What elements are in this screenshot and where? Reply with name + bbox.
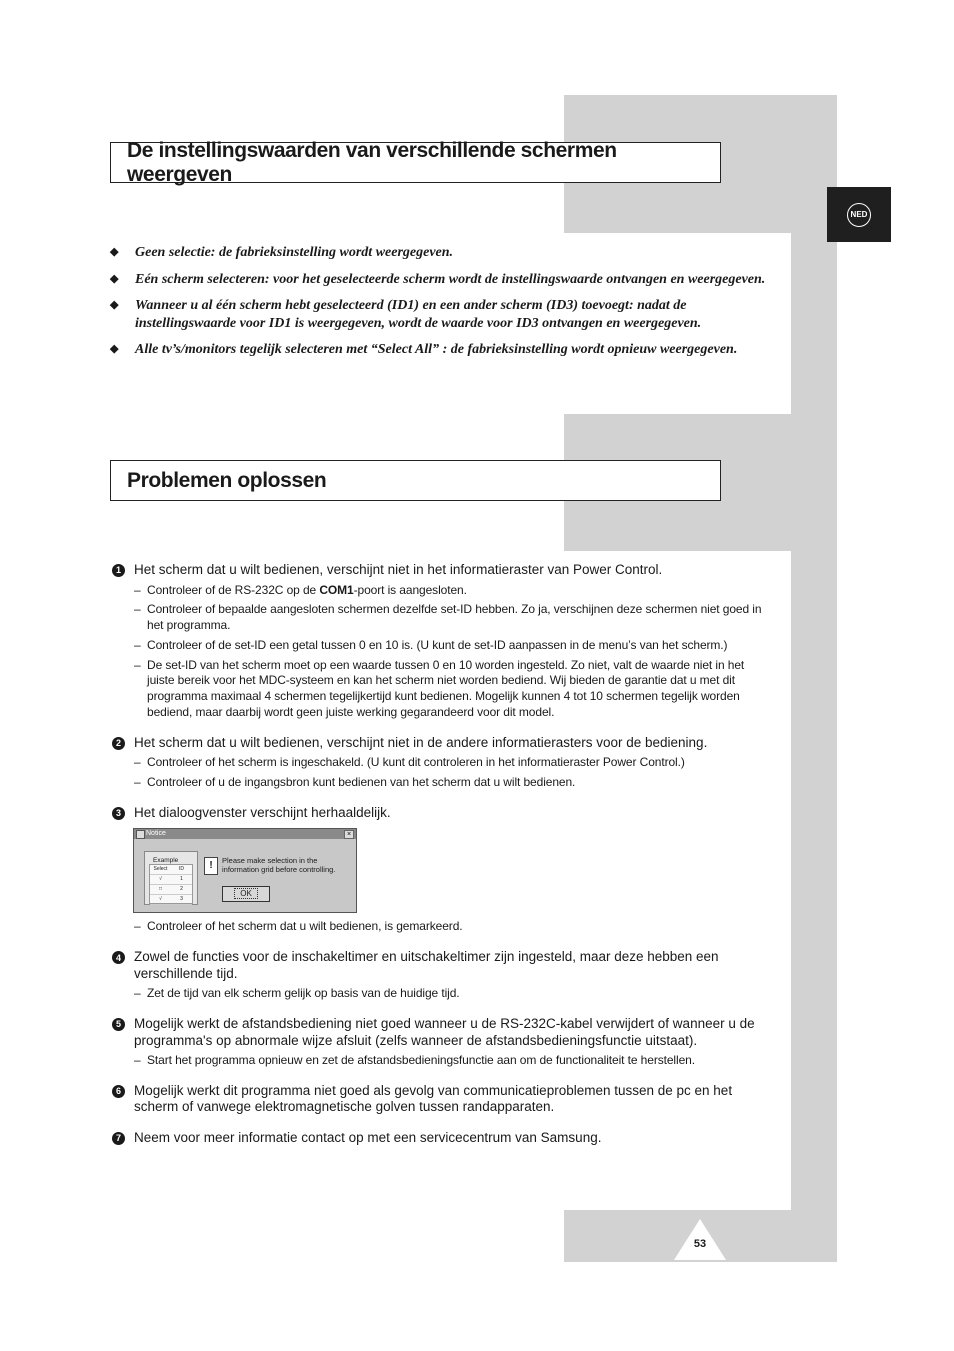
- problem-text: Het dialoogvenster verschijnt herhaaldelijk.: [134, 804, 391, 820]
- bullet-item: [110, 341, 770, 359]
- grid-row: [150, 885, 192, 895]
- solution-text: Controleer of u de ingangsbron kunt bedienen van het scherm dat u wilt bedienen.: [147, 775, 576, 790]
- grid-cell: √: [159, 896, 162, 903]
- solution-line: [134, 602, 770, 634]
- number-badge: 5: [112, 1018, 125, 1031]
- dialog-titlebar: [134, 829, 356, 839]
- section-title-troubleshooting: [110, 460, 721, 501]
- bullet-text: Alle tv’s/monitors tegelijk selecteren met “Select All” : de fabrieksinstelling wordt opnieuw weergegeven.: [135, 342, 738, 357]
- problem-item-5: [110, 1016, 770, 1069]
- language-label: NED: [847, 203, 871, 227]
- diamond-bullet-icon: ◆: [110, 343, 119, 355]
- window-icon: [136, 830, 145, 839]
- grid-cell: Select: [153, 866, 168, 873]
- diamond-bullet-icon: ◆: [110, 246, 119, 258]
- grid-cell: ID: [179, 866, 184, 873]
- solution-text: -poort is aangesloten.: [353, 582, 467, 597]
- problem-text: Het scherm dat u wilt bedienen, verschijnt niet in het informatieraster van Power Control.: [134, 562, 663, 577]
- number-badge: 4: [112, 951, 125, 964]
- number-badge: 7: [112, 1132, 125, 1145]
- bullet-item: [110, 297, 770, 332]
- solution-line: [134, 919, 770, 935]
- dialog-message: [222, 856, 335, 874]
- dash: –: [134, 919, 141, 934]
- solution-line: [134, 986, 770, 1002]
- bullet-text: Geen selectie: de fabrieksinstelling wordt weergegeven.: [135, 245, 454, 260]
- dialog-message-line: information grid before controlling.: [222, 865, 336, 875]
- close-icon[interactable]: ×: [344, 830, 354, 839]
- dash: –: [134, 775, 141, 790]
- solution-line: [134, 658, 770, 721]
- grid-row: [150, 895, 192, 905]
- problem-text: Mogelijk werkt dit programma niet goed als gevolg van communicatieproblemen tussen de pc en het scherm of vanwege elektromagnetische golven tussen randapparaten.: [134, 1082, 733, 1115]
- dash: –: [134, 657, 141, 672]
- grid-cell: 3: [180, 896, 183, 903]
- dash: –: [134, 986, 141, 1001]
- bullet-text: Wanneer u al één scherm hebt geselecteerd (ID1) en een ander scherm (ID3) toevoegt: nadat de instellingswaarde voor ID1 is weergegeven, wordt de waarde voor ID3 ontvangen en weergegeven.: [135, 298, 702, 331]
- section-title-settings-text: De instellingswaarden van verschillende schermen weergeven: [127, 138, 617, 186]
- problem-item-7: [110, 1130, 770, 1147]
- solution-text: Controleer of het scherm dat u wilt bedienen, is gemarkeerd.: [147, 919, 463, 934]
- solution-line: [134, 638, 770, 654]
- number-badge: 1: [112, 564, 125, 577]
- solution-text: Controleer of het scherm is ingeschakeld. (U kunt dit controleren in het informatieraster Power Control.): [147, 755, 685, 770]
- warning-icon: !: [204, 857, 218, 875]
- problem-item-3: [110, 805, 770, 935]
- page-number: 53: [693, 1238, 707, 1250]
- dash: –: [134, 1053, 141, 1068]
- solution-text: Controleer of de set-ID een getal tussen 0 en 10 is. (U kunt de set-ID aanpassen in de menu’s van het scherm.): [147, 637, 728, 652]
- dash: –: [134, 602, 141, 617]
- example-label: Example: [153, 857, 179, 865]
- bullet-item: [110, 271, 770, 289]
- troubleshooting-list: [110, 562, 770, 1152]
- com1-label: COM1: [319, 582, 354, 597]
- solution-text: De set-ID van het scherm moet op een waarde tussen 0 en 10 worden ingesteld. Zo niet, valt de waarde niet in het juiste bereik voor het MDC-systeem en kan het scherm niet worden bediend. Wij bieden de garantie dat u met dit programma maximaal 4 schermen tegelijkertijd kunt bedienen. Mogelijk kunnen 4 tot 10 schermen tegelijk worden bediend, maar daarbij wordt geen juiste werking gegarandeerd voor dit model.: [147, 657, 745, 720]
- solution-line: [134, 583, 770, 599]
- diamond-bullet-icon: ◆: [110, 299, 119, 311]
- bullet-text: Eén scherm selecteren: voor het geselecteerde scherm wordt de instellingswaarde ontvangen en weergegeven.: [135, 271, 766, 287]
- solution-text: Controleer of bepaalde aangesloten schermen dezelfde set-ID hebben. Zo ja, verschijnen deze schermen niet goed in het programma.: [147, 602, 762, 633]
- grid-cell: √: [159, 876, 162, 883]
- problem-text: Neem voor meer informatie contact op met een servicecentrum van Samsung.: [134, 1129, 602, 1145]
- solution-text: Zet de tijd van elk scherm gelijk op basis van de huidige tijd.: [147, 986, 460, 1001]
- grid-cell: 2: [180, 886, 183, 893]
- settings-bullet-list: [110, 244, 770, 368]
- problem-item-1: [110, 562, 770, 721]
- grid-cell: □: [158, 886, 163, 893]
- solution-text: Start het programma opnieuw en zet de afstandsbedieningsfunctie aan om de functionaliteit te herstellen.: [147, 1053, 695, 1068]
- grid-row: [150, 875, 192, 885]
- dash: –: [134, 637, 141, 652]
- number-badge: 2: [112, 737, 125, 750]
- bullet-item: [110, 244, 770, 262]
- diamond-bullet-icon: ◆: [110, 272, 119, 285]
- problem-text: Het scherm dat u wilt bedienen, verschijnt niet in de andere informatierasters voor de bediening.: [134, 734, 708, 750]
- grid-cell: 1: [180, 876, 183, 883]
- number-badge: 3: [112, 807, 125, 820]
- solution-line: [134, 775, 770, 791]
- problem-item-6: [110, 1083, 770, 1116]
- section-title-troubleshooting-text: Problemen oplossen: [127, 468, 327, 492]
- problem-item-2: [110, 735, 770, 791]
- problem-text: Zowel de functies voor de inschakeltimer en uitschakeltimer zijn ingesteld, maar deze hebben een verschillende tijd.: [134, 949, 719, 981]
- gray-band-right: [791, 95, 837, 1262]
- solution-text: Controleer of de RS-232C op de: [147, 582, 320, 597]
- dialog-message-line: Please make selection in the: [222, 856, 318, 866]
- solution-line: [134, 1053, 770, 1069]
- dash: –: [134, 582, 141, 597]
- dash: –: [134, 755, 141, 770]
- problem-text: Mogelijk werkt de afstandsbediening niet goed wanneer u de RS-232C-kabel verwijdert of wanneer u de programma's op abnormale wijze afsluit (zelfs wanneer de afstandsbedieningsfunctie uitstaat).: [134, 1016, 755, 1048]
- ok-button[interactable]: [222, 886, 270, 902]
- number-badge: 6: [112, 1085, 125, 1098]
- grid-header: [150, 865, 192, 875]
- language-tab: [827, 187, 891, 242]
- section-title-settings: [110, 138, 721, 186]
- example-panel: [144, 851, 198, 905]
- ok-label: OK: [234, 888, 258, 899]
- dialog-title: Notice: [146, 830, 166, 838]
- solution-line: [134, 755, 770, 771]
- example-grid: [149, 864, 193, 904]
- problem-item-4: [110, 949, 770, 1002]
- notice-dialog-screenshot: [133, 828, 357, 913]
